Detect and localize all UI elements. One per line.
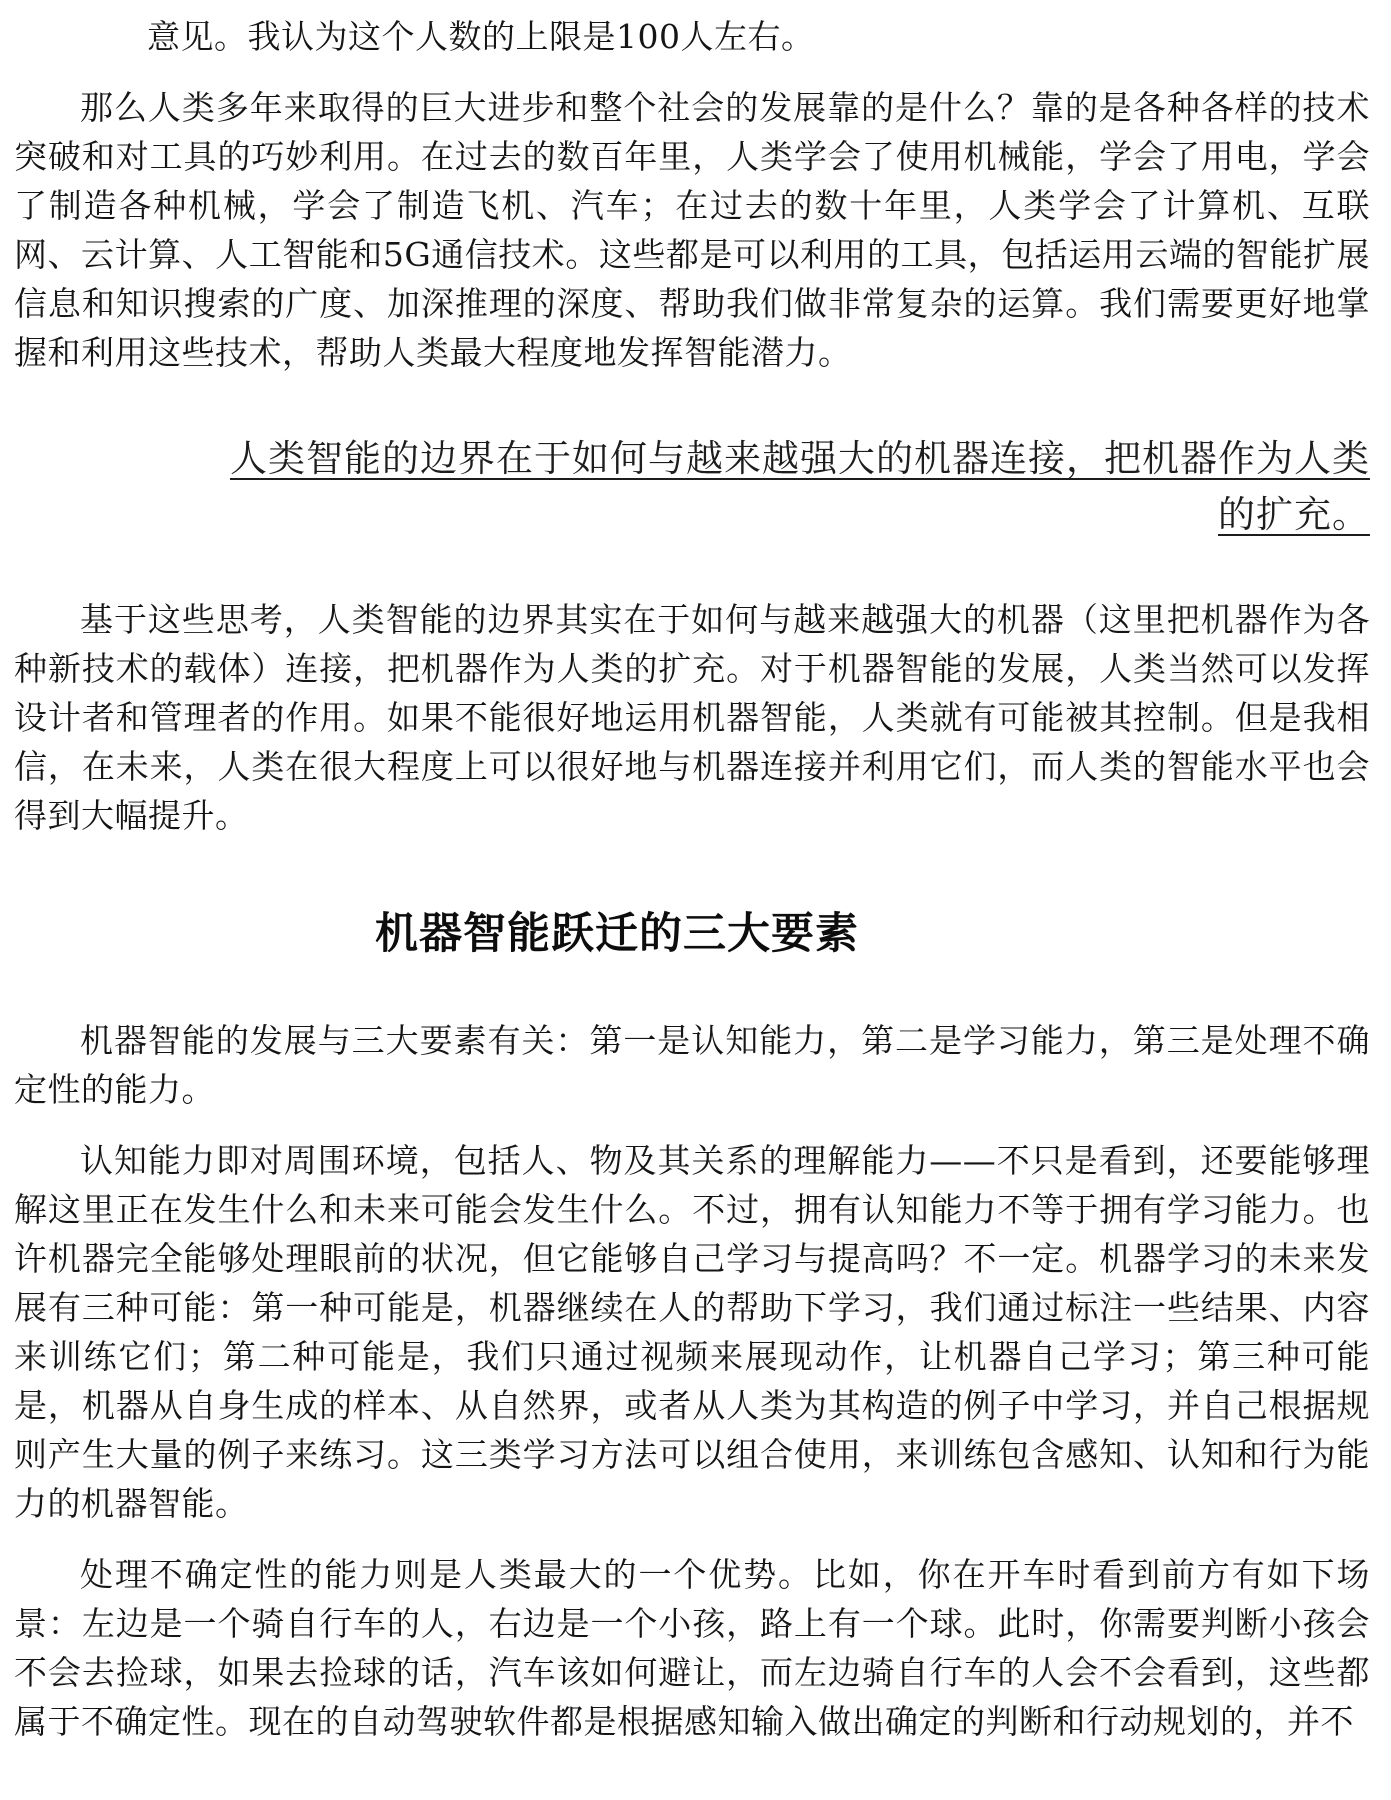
paragraph-technology-progress: 那么人类多年来取得的巨大进步和整个社会的发展靠的是什么？靠的是各种各样的技术突破和对工具的巧妙利用。在过去的数百年里，人类学会了使用机械能，学会了用电，学会了制造各种机械，学会了制造飞机、汽车；在过去的数十年里，人类学会了计算机、互联网、云计算、人工智能和5G通信技术。这些都是可以利用的工具，包括运用云端的智能扩展信息和知识搜索的广度、加深推理的深度、帮助我们做非常复杂的运算。我们需要更好地掌握和利用这些技术，帮助人类最大程度地发挥智能潜力。 (14, 88, 1370, 372)
paragraph-three-factors: 机器智能的发展与三大要素有关：第一是认知能力，第二是学习能力，第三是处理不确定性的能力。 (14, 1021, 1370, 1109)
document-page (14, 0, 1370, 1746)
pull-quote: 人类智能的边界在于如何与越来越强大的机器连接，把机器作为人类的扩充。 (230, 437, 1370, 536)
section-heading: 机器智能跃迁的三大要素 (375, 909, 859, 959)
paragraph-uncertainty: 处理不确定性的能力则是人类最大的一个优势。比如，你在开车时看到前方有如下场景：左边是一个骑自行车的人，右边是一个小孩，路上有一个球。此时，你需要判断小孩会不会去捡球，如果去捡球的话，汽车该如何避让，而左边骑自行车的人会不会看到，这些都属于不确定性。现在的自动驾驶软件都是根据感知输入做出确定的判断和行动规划的，并不 (14, 1555, 1370, 1741)
continuation-line: 意见。我认为这个人数的上限是100人左右。 (147, 17, 815, 56)
paragraph-cognitive-learning: 认知能力即对周围环境，包括人、物及其关系的理解能力——不只是看到，还要能够理解这里正在发生什么和未来可能会发生什么。不过，拥有认知能力不等于拥有学习能力。也许机器完全能够处理眼前的状况，但它能够自己学习与提高吗？不一定。机器学习的未来发展有三种可能：第一种可能是，机器继续在人的帮助下学习，我们通过标注一些结果、内容来训练它们；第二种可能是，我们只通过视频来展现动作，让机器自己学习；第三种可能是，机器从自身生成的样本、从自然界，或者从人类为其构造的例子中学习，并自己根据规则产生大量的例子来练习。这三类学习方法可以组合使用，来训练包含感知、认知和行为能力的机器智能。 (14, 1141, 1370, 1523)
paragraph-human-machine-connection: 基于这些思考，人类智能的边界其实在于如何与越来越强大的机器（这里把机器作为各种新技术的载体）连接，把机器作为人类的扩充。对于机器智能的发展，人类当然可以发挥设计者和管理者的作用。如果不能很好地运用机器智能，人类就有可能被其控制。但是我相信，在未来，人类在很大程度上可以很好地与机器连接并利用它们，而人类的智能水平也会得到大幅提升。 (14, 600, 1370, 835)
